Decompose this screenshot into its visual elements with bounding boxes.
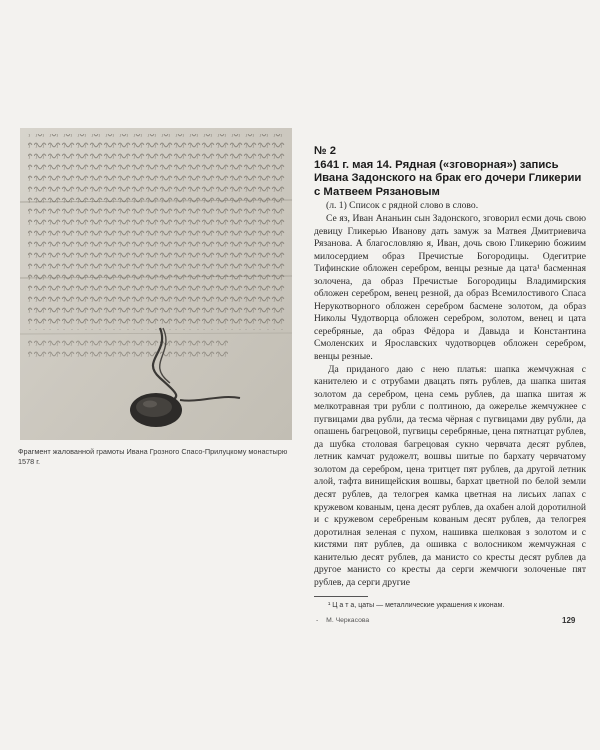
- document-body: [314, 213, 586, 589]
- running-footer: [316, 617, 369, 624]
- footer-dash: -: [316, 617, 319, 624]
- footnote-text: Ц а т а, цаты — металлические украшения к иконам.: [332, 602, 505, 609]
- footnote-separator: [314, 596, 368, 597]
- charter-image: [20, 128, 292, 440]
- footnote: [328, 601, 586, 610]
- charter-photo: [20, 128, 292, 440]
- document-title: 1641 г. мая 14. Рядная («зговорная») запись Ивана Задонского на брак его дочери Гликерии с Матвеем Рязановым: [314, 158, 582, 198]
- page-number: 129: [562, 616, 576, 625]
- source-note: (л. 1) Список с рядной слово в слово.: [326, 200, 479, 212]
- document-heading: [314, 145, 586, 199]
- footnote-marker: ¹: [328, 602, 331, 609]
- paragraph-icons: Се яз, Иван Ананьин сын Задонского, зговорил есми дочь свою девицу Гликерью Иванову дать замуж за Матвея Дмитриевича Рязанова. А благословляю я, Иван, дочь свою Гликерию божиим милосердием образ Пречистые Богородицы. Одегитрие Тифинские обложен серебром, венцы резные да цата¹ басменная золочена, да образ Пречистые Богородицы Владимирския обложен серебром, венец резной, да образ Всемилостивого Спаса Нерукотворного обложен серебром басмене золотом, да образ Николы Чудотворца обложен серебром, золотом, венец и цата серебряные, да образ Фёдора и Давыда и Константина Смоленских и Ярославских чудотворцев обложен серебром, венцы резные.: [314, 212, 586, 362]
- footer-author: М. Черкасова: [326, 617, 370, 624]
- document-number: № 2: [314, 145, 337, 157]
- paragraph-dowry: Да приданого даю с нею платья: шапка жемчужная с канителею и с отрубами двацать пять рублев, да шапка шитая золотом да серебром, цена семь рублев, да шапка шитая ж мелкотравная три рубли с полтиною, да ожерелье жемчужнее с пугвицами два рубли, да тесма чёрная с пугвицами дву рубли, да опашень багрецовой, пугвицы серебряные, цена пятнатцат рублев, да шубка столовая багрецовая сукно червчата десят рублев, летник камчат рудожелт, вошвы шитые по бархату червчатому золотом да серебром, цена тритцет пят рублев, да другой летник алой, тафта винищейския вошвы, бархат цветной по белой земли десят рублев, да телогрея камка цветная на лисьих лапах с кружевом кованым, цена десят рублев, да охабен алой доротилной и с кружевом серебреным кованым десят рублев, да телогрея доротилная зеленая с пухом, нашивка шелковая з золотом и с кистями пят рублев, да ошивка с волосником жемчужная с канителью десят рублев, да манисто со кресты десят рублев да другое манисто со кресты да серги жемчюги золоченые пят рублев, да серги другие: [314, 363, 586, 588]
- figure-caption: Фрагмент жалованной грамоты Ивана Грозного Спасо-Прилуцкому монастырю 1578 г.: [18, 447, 288, 467]
- document-column: [314, 145, 586, 589]
